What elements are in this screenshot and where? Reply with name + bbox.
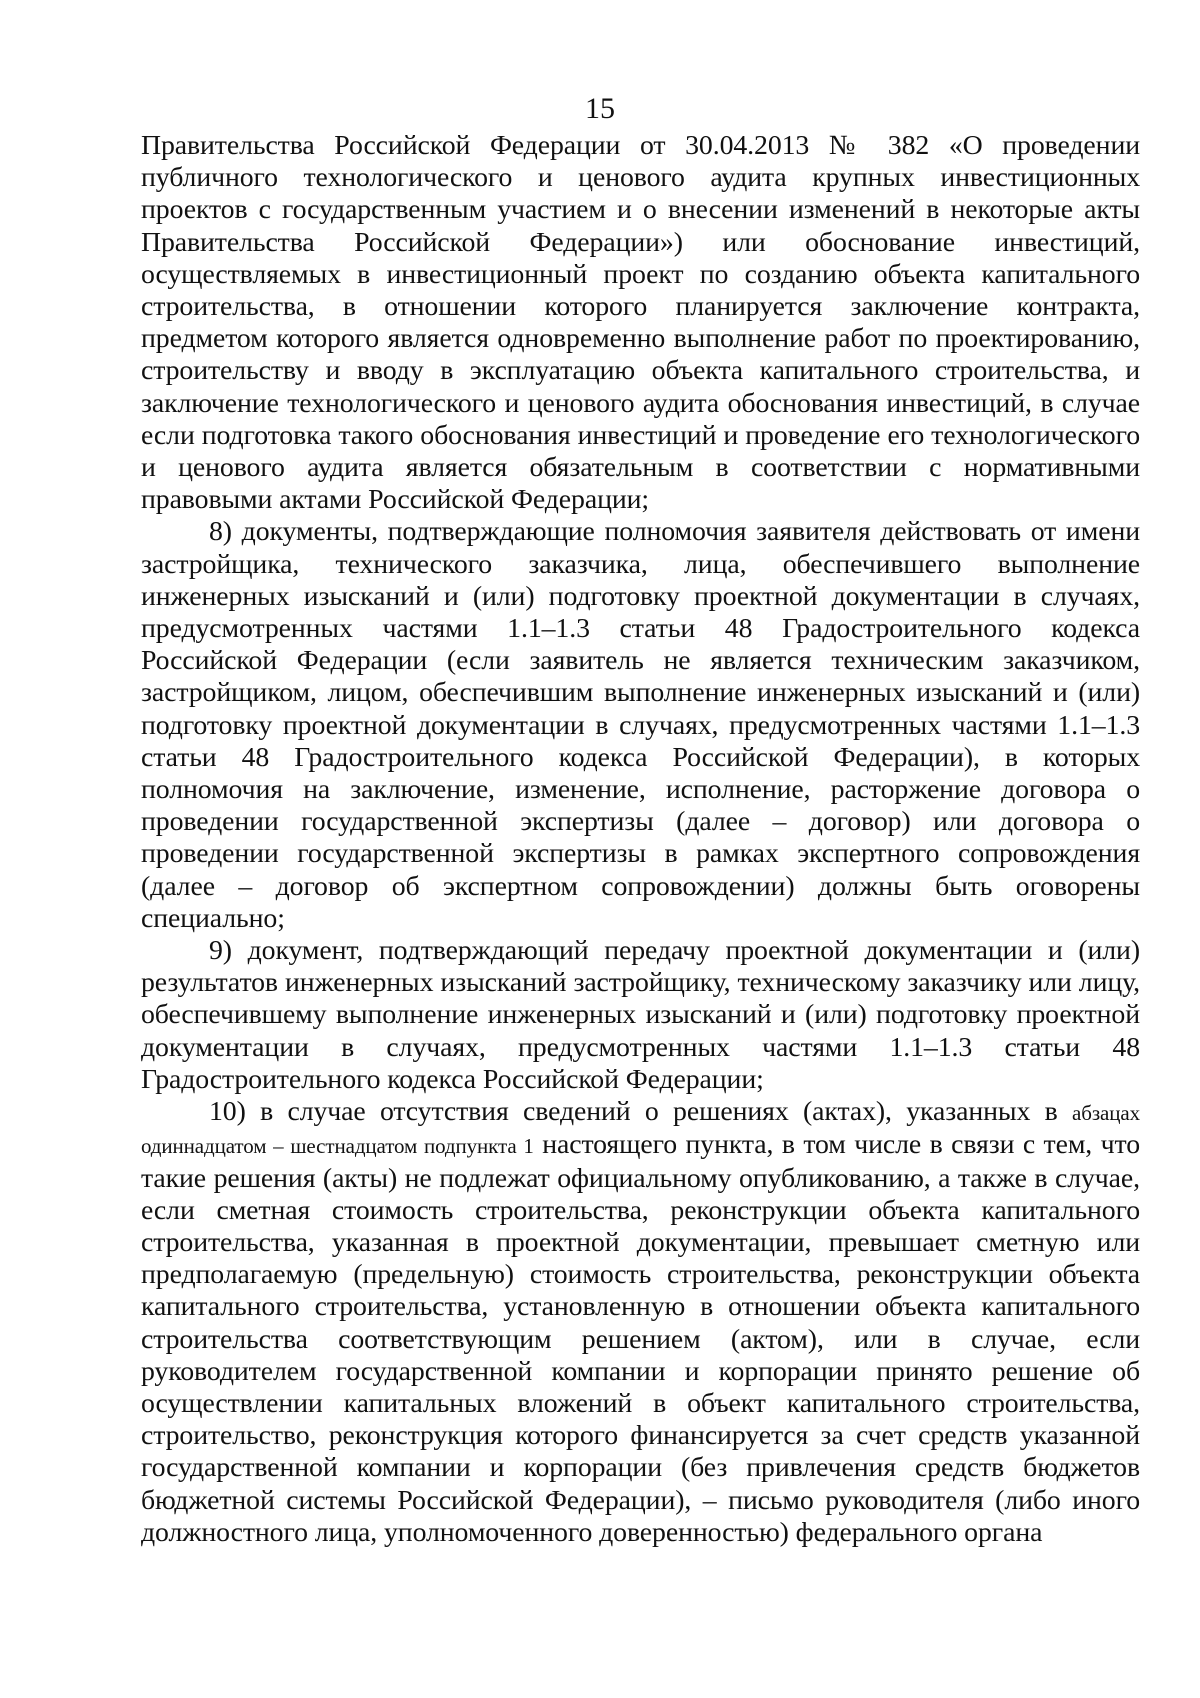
paragraph-item-10 bbox=[141, 1096, 1140, 1549]
paragraph-item-9: 9) документ, подтверждающий передачу проектной документации и (или) результатов инженерных изысканий застройщику, техническому заказчику или лицу, обеспечившему выполнение инженерных изысканий и (или) подготовку проектной документации в случаях, предусмотренных частями 1.1–1.3 статьи 48 Градостроительного кодекса Российской Федерации; bbox=[141, 935, 1140, 1095]
paragraph-continuation: Правительства Российской Федерации от 30.04.2013 № 382 «О проведении публичного технологического и ценового аудита крупных инвестиционных проектов с государственным участием и о внесении изменений в некоторые акты Правительства Российской Федерации») или обоснование инвестиций, осуществляемых в инвестиционный проект по созданию объекта капитального строительства, в отношении которого планируется заключение контракта, предметом которого является одновременно выполнение работ по проектированию, строительству и вводу в эксплуатацию объекта капитального строительства, и заключение технологического и ценового аудита обоснования инвестиций, в случае если подготовка такого обоснования инвестиций и проведение его технологического и ценового аудита является обязательным в соответствии с нормативными правовыми актами Российской Федерации; bbox=[141, 130, 1140, 516]
page-number: 15 bbox=[585, 92, 615, 125]
paragraph-item-8: 8) документы, подтверждающие полномочия заявителя действовать от имени застройщика, технического заказчика, лица, обеспечившего выполнение инженерных изысканий и (или) подготовку проектной документации в случаях, предусмотренных частями 1.1–1.3 статьи 48 Градостроительного кодекса Российской Федерации (если заявитель не является техническим заказчиком, застройщиком, лицом, обеспечившим выполнение инженерных изысканий и (или) подготовку проектной документации в случаях, предусмотренных частями 1.1–1.3 статьи 48 Градостроительного кодекса Российской Федерации), в которых полномочия на заключение, изменение, исполнение, расторжение договора о проведении государственной экспертизы (далее – договор) или договора о проведении государственной экспертизы в рамках экспертного сопровождения (далее – договор об экспертном сопровождении) должны быть оговорены специально; bbox=[141, 516, 1140, 934]
paragraph-item-10-reference: абзацах одиннадцатом – шестнадцатом подпункта 1 bbox=[141, 1101, 1140, 1159]
document-body bbox=[141, 130, 1140, 1549]
paragraph-item-10-start: 10) в случае отсутствия сведений о решениях (актах), указанных в bbox=[209, 1096, 1073, 1128]
paragraph-item-10-end: настоящего пункта, в том числе в связи с тем, что такие решения (акты) не подлежат официальному опубликованию, а также в случае, если сметная стоимость строительства, реконструкции объекта капитального строительства, указанная в проектной документации, превышает сметную или предполагаемую (предельную) стоимость строительства, реконструкции объекта капитального строительства, установленную в отношении объекта капитального строительства соответствующим решением (актом), или в случае, если руководителем государственной компании и корпорации принято решение об осуществлении капитальных вложений в объект капитального строительства, строительство, реконструкция которого финансируется за счет средств указанной государственной компании и корпорации (без привлечения средств бюджетов бюджетной системы Российской Федерации), – письмо руководителя (либо иного должностного лица, уполномоченного доверенностью) федерального органа bbox=[141, 1129, 1140, 1548]
